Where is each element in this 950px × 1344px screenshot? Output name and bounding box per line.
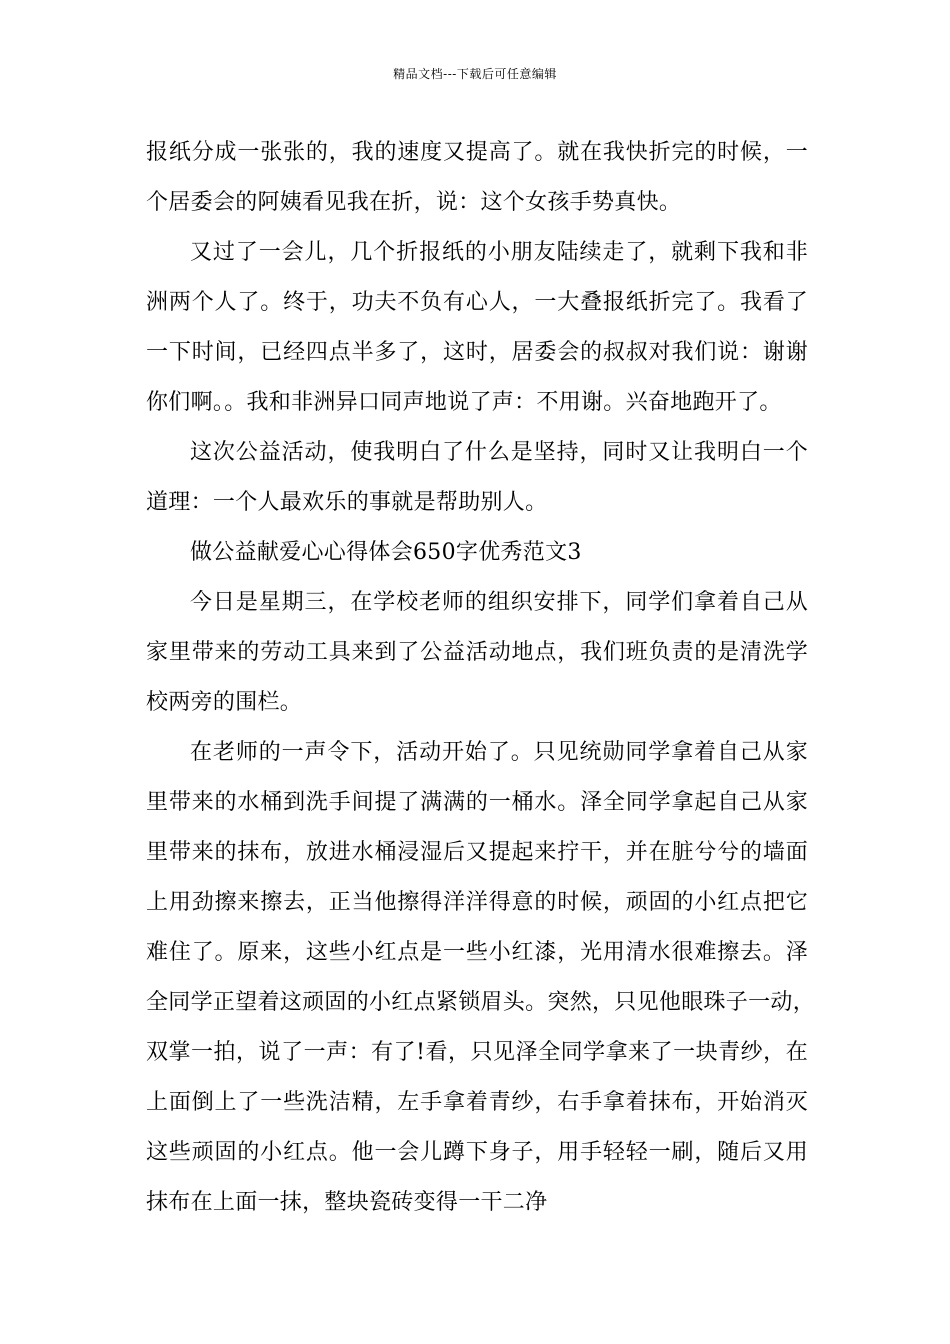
- document-body: [146, 128, 816, 1228]
- paragraph: [146, 578, 808, 728]
- text-line: 你们啊。。我和非洲异口同声地说了声：不用谢。兴奋地跑开了。: [146, 390, 782, 415]
- text-line: 这次公益活动，使我明白了什么是坚持，同时又让我明白一个: [190, 440, 808, 465]
- text-line: 校两旁的围栏。: [146, 690, 303, 715]
- text-line: 里带来的抹布，放进水桶浸湿后又提起来拧干，并在脏兮兮的墙面: [146, 840, 808, 865]
- text-line: 家里带来的劳动工具来到了公益活动地点，我们班负责的是清洗学: [146, 640, 808, 665]
- text-line: 报纸分成一张张的，我的速度又提高了。就在我快折完的时候，一: [146, 140, 808, 165]
- text-line: 一下时间，已经四点半多了，这时，居委会的叔叔对我们说：谢谢: [146, 340, 808, 365]
- text-line: 抹布在上面一抹，整块瓷砖变得一干二净: [146, 1190, 548, 1215]
- text-line: 全同学正望着这顽固的小红点紧锁眉头。突然，只见他眼珠子一动，: [146, 990, 816, 1015]
- paragraph: [146, 128, 808, 228]
- text-line: 双掌一拍，说了一声：有了!看，只见泽全同学拿来了一块青纱，在: [146, 1040, 808, 1065]
- text-line: 上面倒上了一些洗洁精，左手拿着青纱，右手拿着抹布，开始消灭: [146, 1090, 808, 1115]
- paragraph: [146, 728, 816, 1228]
- text-line: 这些顽固的小红点。他一会儿蹲下身子，用手轻轻一刷，随后又用: [146, 1140, 808, 1165]
- text-line: 上用劲擦来擦去，正当他擦得洋洋得意的时候，顽固的小红点把它: [146, 890, 808, 915]
- text-line: 洲两个人了。终于，功夫不负有心人，一大叠报纸折完了。我看了: [146, 290, 808, 315]
- text-line: 又过了一会儿，几个折报纸的小朋友陆续走了，就剩下我和非: [190, 240, 808, 265]
- text-line: 今日是星期三，在学校老师的组织安排下，同学们拿着自己从: [190, 590, 808, 615]
- paragraph: [146, 428, 808, 528]
- text-line: 里带来的水桶到洗手间提了满满的一桶水。泽全同学拿起自己从家: [146, 790, 808, 815]
- text-line: 个居委会的阿姨看见我在折，说：这个女孩手势真快。: [146, 190, 682, 215]
- page-header: 精品文档---下载后可任意编辑: [393, 67, 557, 81]
- paragraph: [146, 228, 808, 428]
- text-line: 道理：一个人最欢乐的事就是帮助别人。: [146, 490, 548, 515]
- text-line: 在老师的一声令下，活动开始了。只见统勋同学拿着自己从家: [190, 740, 808, 765]
- section-heading: [146, 528, 808, 578]
- text-line: 难住了。原来，这些小红点是一些小红漆，光用清水很难擦去。泽: [146, 940, 808, 965]
- text-line: 做公益献爱心心得体会650字优秀范文3: [190, 540, 582, 565]
